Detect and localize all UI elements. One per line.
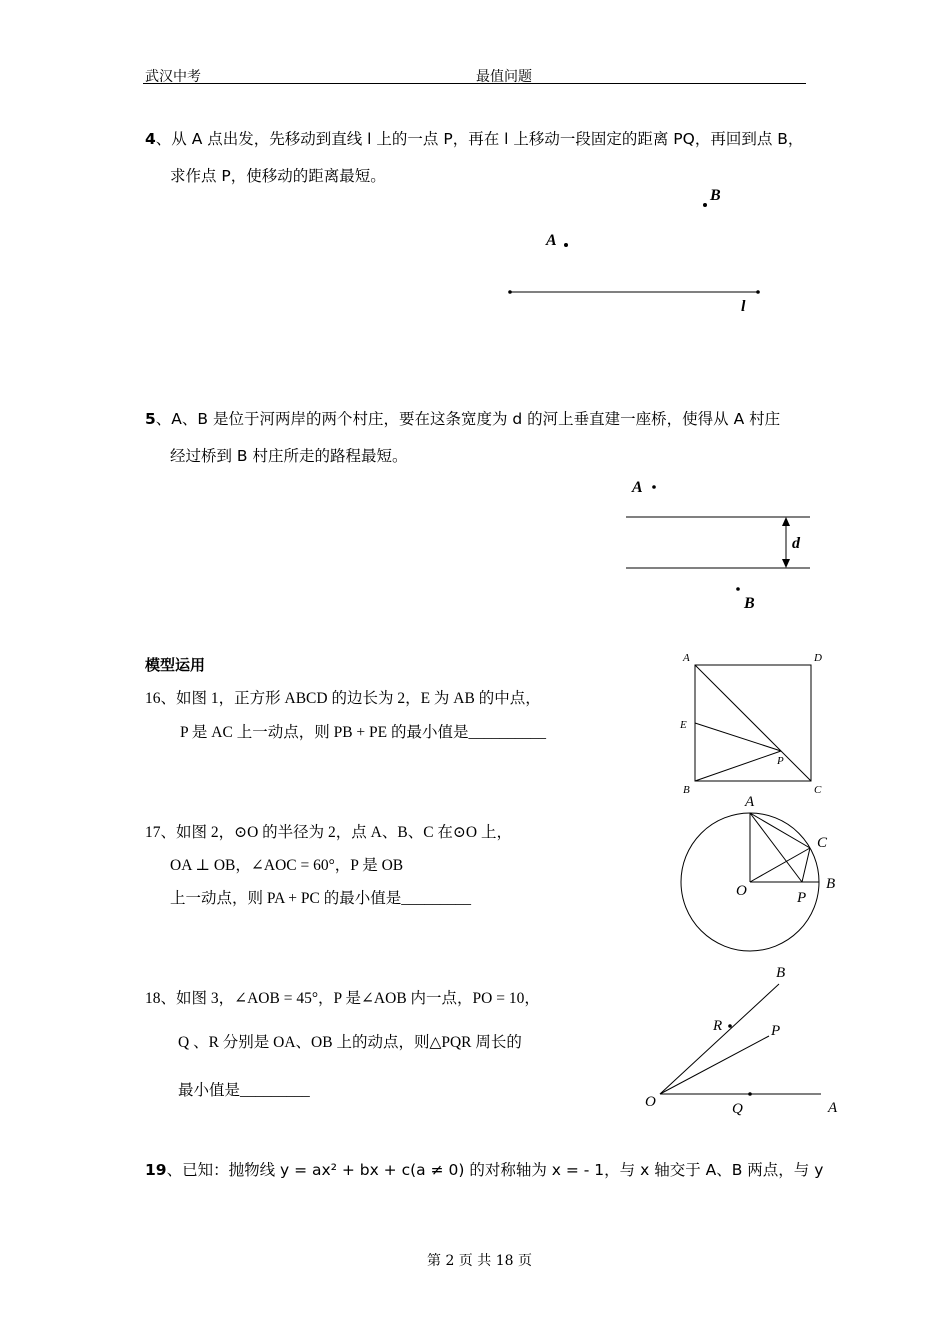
q17-segment-ac [750, 813, 810, 848]
q18-ray-op [660, 1036, 769, 1094]
q17-label-a: A [745, 794, 755, 810]
q17-line1: 17、如图 2，⊙O 的半径为 2，点 A、B、C 在⊙O 上， [145, 824, 512, 841]
header-left: 武汉中考 [145, 69, 201, 85]
q18-figure [635, 960, 845, 1120]
q17-figure [670, 790, 845, 955]
q4-label-l: l [741, 298, 746, 315]
q18-label-b: B [776, 965, 786, 981]
q17-segment-ap [750, 813, 802, 882]
q16-label-e: E [680, 719, 687, 731]
q5-point-b [736, 587, 740, 591]
q5-label-d: d [792, 535, 800, 552]
q18-line1: 18、如图 3，∠AOB = 45°，P 是∠AOB 内一点，PO = 10， [145, 990, 540, 1007]
q16-label-b: B [683, 784, 690, 796]
q17-label-b: B [826, 876, 836, 892]
q5-text1: 、A、B 是位于河两岸的两个村庄，要在这条宽度为 d 的河上垂直建一座桥，使得从 A 村庄 [155, 410, 781, 428]
q18-ray-ob [660, 984, 779, 1094]
q18-label-o: O [645, 1094, 656, 1110]
q5-line1 [145, 407, 780, 429]
q18-label-p: P [771, 1023, 781, 1039]
q17-line3: 上一动点，则 PA + PC 的最小值是_________ [170, 890, 471, 907]
q4-label-b: B [710, 187, 721, 204]
section-title: 模型运用 [145, 656, 206, 674]
q5-line2: 经过桥到 B 村庄所走的路程最短。 [170, 447, 408, 465]
q18-label-q: Q [732, 1101, 743, 1117]
q16-label-c: C [814, 784, 822, 796]
q16-figure [675, 645, 835, 800]
q5-arrow-head-bottom [782, 559, 790, 568]
q16-line2: P 是 AC 上一动点，则 PB + PE 的最小值是__________ [180, 724, 546, 741]
q5-point-a [652, 485, 656, 489]
q16-segment-ep [695, 723, 781, 751]
q17-label-o: O [736, 883, 747, 899]
footer-page-number: 第 2 页 共 18 页 [427, 1253, 532, 1269]
q4-label-a: A [546, 232, 557, 249]
q18-point-r [728, 1024, 732, 1028]
q18-label-a: A [828, 1100, 838, 1116]
q17-line2: OA ⊥ OB，∠AOC = 60°，P 是 OB [170, 857, 404, 874]
q18-label-r: R [713, 1018, 723, 1034]
q16-diagonal-ac [695, 665, 811, 781]
q17-label-c: C [817, 835, 828, 851]
q18-line3: 最小值是_________ [178, 1082, 310, 1099]
q4-point-a [564, 243, 568, 247]
q17-label-p: P [797, 890, 807, 906]
q4-point-b [703, 203, 707, 207]
q16-label-p: P [777, 755, 784, 767]
q4-line-end-right [756, 290, 760, 294]
q16-label-d: D [814, 652, 822, 664]
header-rule [143, 83, 806, 84]
q16-line1: 16、如图 1，正方形 ABCD 的边长为 2，E 为 AB 的中点， [145, 690, 541, 707]
q4-figure [500, 180, 790, 320]
q5-figure [620, 470, 820, 620]
q19-number: 19 [145, 1161, 167, 1179]
q5-label-b: B [744, 595, 755, 612]
q5-label-a: A [632, 479, 643, 496]
q16-label-a: A [683, 652, 690, 664]
q5-number: 5 [145, 410, 156, 428]
header-center: 最值问题 [476, 69, 532, 85]
q4-line-end-left [508, 290, 512, 294]
q4-text1: 、从 A 点出发，先移动到直线 l 上的一点 P，再在 l 上移动一段固定的距离 PQ，再回到点 B， [155, 130, 804, 148]
q4-line1 [145, 127, 803, 149]
q16-segment-bp [695, 751, 781, 781]
q4-number: 4 [145, 130, 156, 148]
q19-line1 [145, 1158, 823, 1180]
q5-arrow-head-top [782, 517, 790, 526]
q17-segment-cp [802, 848, 810, 882]
q18-line2: Q 、R 分别是 OA、OB 上的动点，则△PQR 周长的 [178, 1034, 522, 1051]
q19-text1: 、已知：抛物线 y = ax² + bx + c(a ≠ 0) 的对称轴为 x = - 1，与 x 轴交于 A、B 两点，与 y [166, 1161, 824, 1179]
q4-line2: 求作点 P，使移动的距离最短。 [170, 167, 386, 185]
q18-point-q [748, 1092, 752, 1096]
